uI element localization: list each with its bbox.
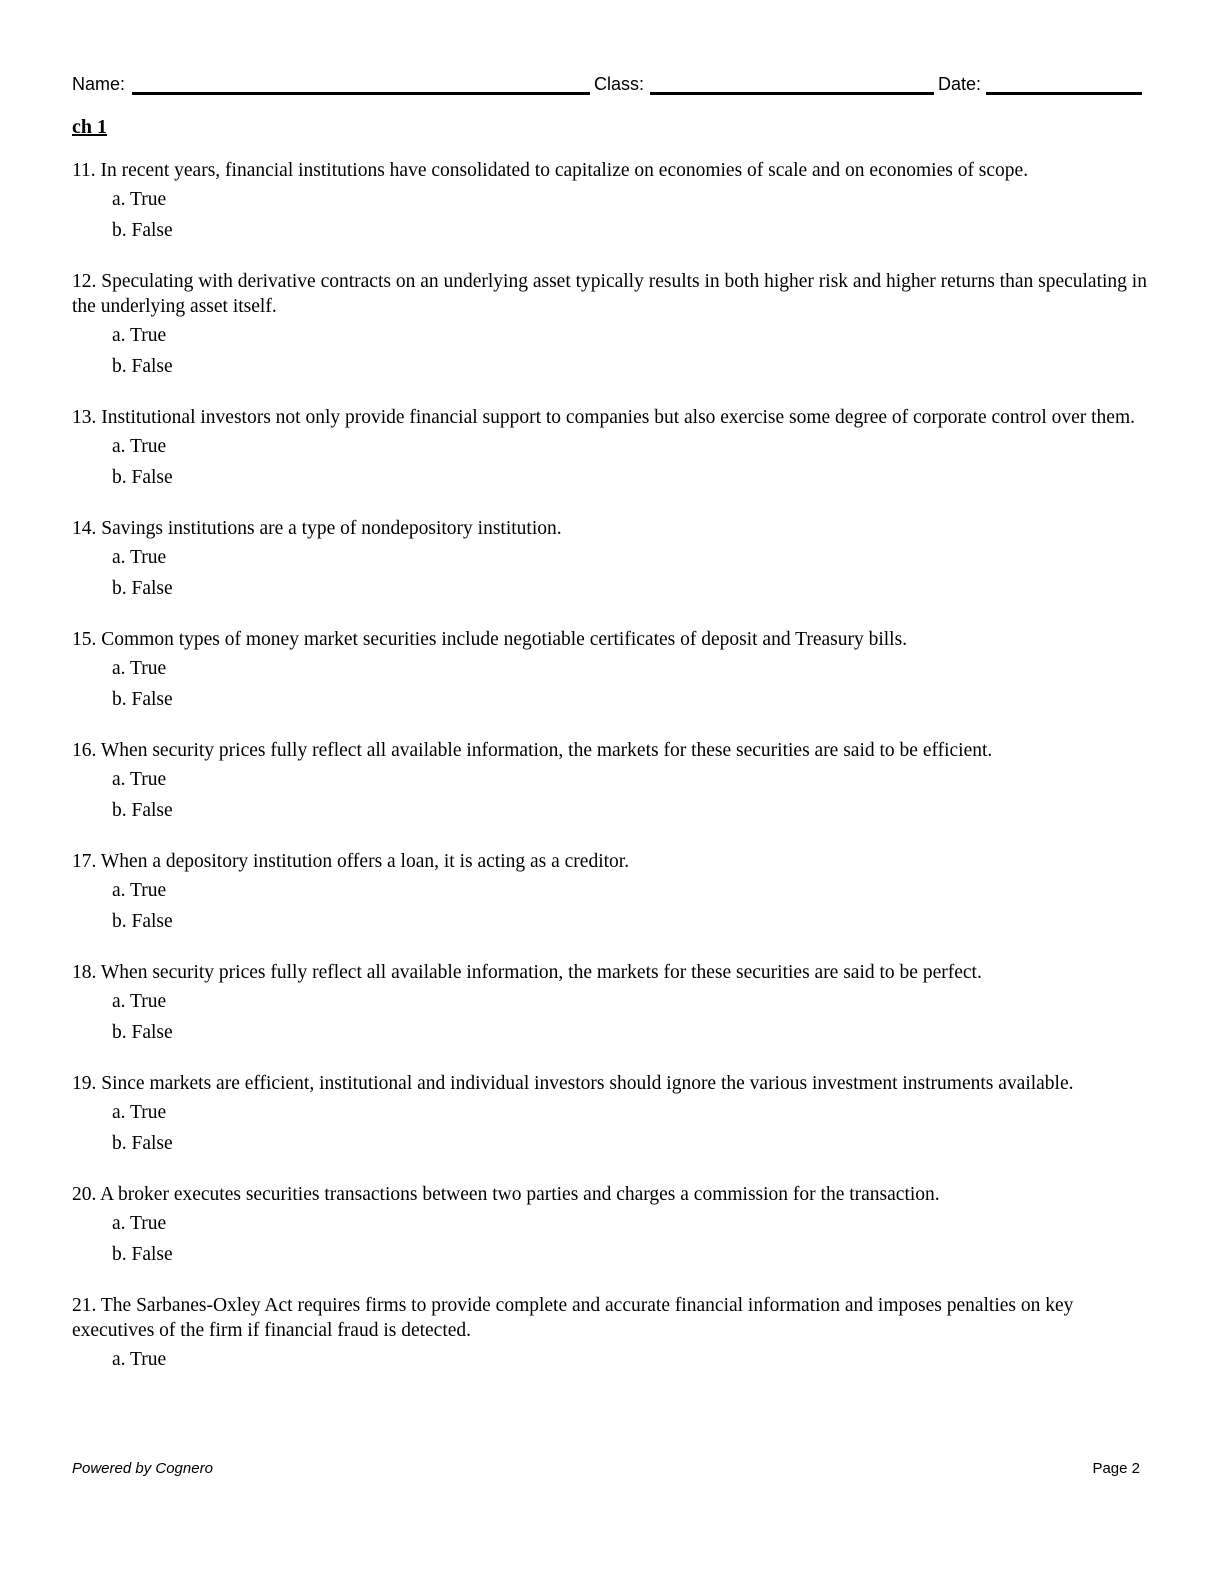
answer-choice: b. False [112,578,173,599]
answer-choice: a. True [112,991,167,1012]
answer-choice: a. True [112,1213,167,1234]
question-item [72,1182,1147,1269]
question-item [72,1293,1147,1374]
question-text: 19. Since markets are efficient, institutional and individual investors should ignore the various investment instruments available. [72,1073,1074,1094]
answer-choice: b. False [112,689,173,710]
answer-choice: b. False [112,467,173,488]
answer-choice: a. True [112,189,167,210]
question-item [72,158,1147,245]
answer-choice: a. True [112,436,167,457]
answer-choice: a. True [112,1102,167,1123]
answer-choice: a. True [112,547,167,568]
question-text: 17. When a depository institution offers a loan, it is acting as a creditor. [72,851,630,872]
question-text: 12. Speculating with derivative contracts on an underlying asset typically results in both higher risk and higher returns than speculating in the underlying asset itself. [72,271,1147,317]
class-blank-line [650,92,934,95]
name-blank-line [132,92,590,95]
date-blank-line [986,92,1142,95]
question-text: 20. A broker executes securities transactions between two parties and charges a commission for the transaction. [72,1184,940,1205]
answer-choice: a. True [112,1349,167,1370]
answer-choice: b. False [112,1244,173,1265]
question-list [72,158,1147,1398]
powered-by-footer: Powered by Cognero [72,1460,213,1477]
question-item [72,269,1147,381]
question-item [72,738,1147,825]
answer-choice: b. False [112,1133,173,1154]
question-item [72,627,1147,714]
question-item [72,405,1147,492]
question-text: 11. In recent years, financial institutions have consolidated to capitalize on economies of scale and on economies of scope. [72,160,1029,181]
question-text: 14. Savings institutions are a type of nondepository institution. [72,518,562,539]
question-text: 13. Institutional investors not only provide financial support to companies but also exercise some degree of corporate control over them. [72,407,1136,428]
page-number: Page 2 [1092,1460,1140,1477]
date-label: Date: [938,74,982,94]
question-item [72,1071,1147,1158]
question-text: 16. When security prices fully reflect all available information, the markets for these securities are said to be efficient. [72,740,993,761]
answer-choice: b. False [112,220,173,241]
name-label: Name: [72,74,126,94]
answer-choice: a. True [112,325,167,346]
section-title: ch 1 [72,116,107,138]
question-text: 18. When security prices fully reflect all available information, the markets for these securities are said to be perfect. [72,962,982,983]
answer-choice: b. False [112,1022,173,1043]
answer-choice: b. False [112,356,173,377]
question-text: 15. Common types of money market securities include negotiable certificates of deposit and Treasury bills. [72,629,908,650]
question-item [72,849,1147,936]
question-text: 21. The Sarbanes-Oxley Act requires firms to provide complete and accurate financial information and imposes penalties on key executives of the firm if financial fraud is detected. [72,1295,1074,1341]
question-item [72,960,1147,1047]
student-info-header [72,72,1142,98]
answer-choice: b. False [112,911,173,932]
answer-choice: a. True [112,880,167,901]
answer-choice: a. True [112,658,167,679]
class-label: Class: [594,74,645,94]
answer-choice: a. True [112,769,167,790]
question-item [72,516,1147,603]
answer-choice: b. False [112,800,173,821]
